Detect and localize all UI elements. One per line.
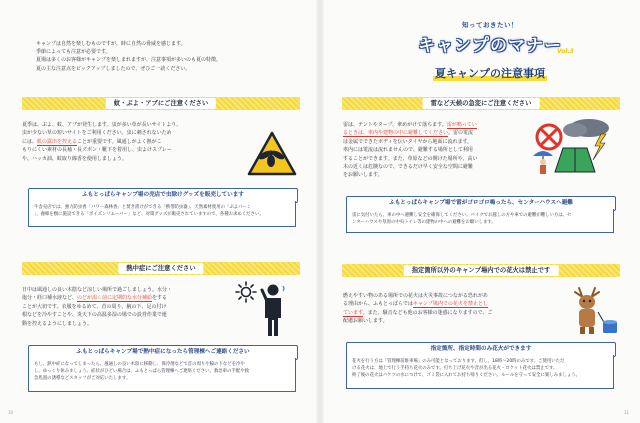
intro-line: 夏の主な注意点をピックアップしましたので、ぜひご一読ください。 [36,65,191,72]
body-line: や、ハッカ油、蚊取り線香を使用しましょう。 [22,155,127,162]
section-heading-heatstroke [22,262,300,275]
body-line: 車内には電流は流れませんので、避難する場所として利用 [343,147,473,154]
info-line: 雷に気付いたら、車の中へ避難し安全を確保してください。バイクでお越しの方や車での避難が難しい方は、セ [352,213,572,218]
body-line: 虫が少ない草の短いサイトをご利用ください。虫に刺されないため [22,130,172,137]
insects-info-body [28,201,296,227]
info-line: もし、熱中症になってしまったら、風通しの良い木陰に移動し、保冷剤などで首の周りや脇の下などを冷や [34,362,245,367]
heatstroke-info-body [28,358,296,392]
highlight-text: るときは、車内や建物の中に避難してください [343,130,449,137]
section-heading-fireworks [342,264,620,277]
info-line: 」、養蜂を樹に施設できる「ポイズンリムーバー」など、対策グッズが販売されていますので、各種お求めください。 [34,212,264,218]
body-line: 夏季は、ぶよ、蚊、アブが発生します。虫が多い草が長いサイトより、 [22,122,182,128]
info-line: ンターハウスや草原の中央トイレ等の建物の中への避難をお願いします。 [352,220,496,226]
fireworks-info-body [346,355,614,389]
section-title: 指定箇所以外のキャンプ場内での花火は禁止です [404,265,559,276]
info-line: ける花火は、地上で行う手持ち花火のみです。打ち上げ花火や音が出る花火・ロケット花火は禁止です。 [352,366,558,372]
section-title: 熱中症にご注意ください [118,263,203,274]
section-heading-lightning [342,97,620,110]
body-line: 燃えやすい物のある場所での花火は火災事故につながる恐れがあ [343,293,488,299]
lightning-info-title: ふもとっぱらキャンプ場で雷がゴロゴロ鳴ったら、センターハウスへ避難 [346,196,616,211]
body-line: をお願いします。 [343,172,383,179]
intro-line: 季節によっても注意が必要です。 [36,49,111,56]
heatstroke-info-title: ふもとっぱらキャンプ場で熱中症になったら管理棟へご連絡ください [28,345,298,360]
lightning-info-body [346,209,614,233]
lightning-storm-illustration [531,116,615,178]
section-heading-insects [22,97,300,110]
highlight-text: 雷が鳴ってい [446,122,477,128]
fireworks-body [343,292,493,326]
heatstroke-person-icon [232,280,296,338]
insects-body [22,121,181,163]
page-number-left: 10 [8,410,14,415]
body-line: る理由から、ふもとっぱらではキャンプ場内での花火を禁止とし [343,301,488,308]
info-line: 終了後の花火はバケツの水につけて、ゴミ袋に入れてお持ち帰りください。ルールを守って安全に楽しみましょう。 [352,373,581,379]
highlight-text: 肌の露出を控える [37,138,78,145]
body-line: には、肌の露出を控えることが重要です。風通しがよく熱がこ [22,138,162,145]
body-line: 木の近くは危険なので、できるだけ早く安全な空間に避難 [343,164,473,171]
insects-info-title: ふもとっぱらキャンプ場の売店で虫除けグッズを販売しています [28,188,298,203]
page-title: キャンプのマナー [418,36,562,56]
intro-line: キャンプは自然を楽しむものですが、時に自然の脅威を感じます。 [36,41,186,47]
info-line: 花火を行う方は「管理棟前駐車場」のみ可能となっております。但し、18時〜20時のみです。ご使用いただ [352,359,565,364]
deer-mascot-illustration [565,284,621,336]
info-line: 急処置の誘導などスタッフがご対応いたします。 [34,376,131,382]
header-kicker: 知っておきたい！ [462,21,518,29]
intro-text [36,40,286,73]
body-line: は金属でできたボディを伝いタイヤから地面に流れます。 [343,138,473,145]
page-gutter [316,0,324,423]
section-title: 雷など天候の急変にご注意ください [423,98,540,109]
article-header [405,20,575,98]
highlight-text: キャンプ場内での花火を禁止とし [412,301,488,308]
body-line: 塩分・経口補水液など、のどが渇く前に定期的な水分補給をする [22,295,168,302]
body-line: もりにくい素材の長袖・長ズボン・靴下を着用し、虫よけスプレー [22,147,172,154]
body-line: ことが大切です。衣服をゆるめて、首の周り、腋の下、足の付け [22,303,167,310]
body-line: 日中は風通しの良い木陰など涼しい場所で過ごしましょう。水分・ [22,287,173,293]
page-subtitle: 夏キャンプの注意事項 [435,67,545,80]
body-line: することができます。また、草原などの開けた場所や、高い [343,155,478,162]
info-line: 牛舎売店では、強力防虫香「バワー森林香」と焚き漬けができる「携帯防虫器」、天然素材使用の「ぷよバーン [34,205,252,210]
lightning-body [343,121,478,180]
intro-line: 夏場は多くのお客様がキャンプを楽しまれますが、注意事項が多いのも夏の特徴。 [36,57,222,64]
body-line: 根などを冷やすことや、炎天下の高温多湿の場での設営作業で運 [22,312,167,319]
heatstroke-body [22,286,172,328]
body-line: 動を控えるようにしましょう。 [22,320,93,327]
subtitle-wrap [435,62,545,81]
info-line: し、ゆっくり休みましょう。症状がひどい場合は、ふもとっぱら管理棟へご連絡ください。救急車の手配や救 [34,369,250,375]
body-line: るときは、車内や建物の中に避難してください。雷の電流 [343,130,474,137]
insect-warning-icon [247,131,297,176]
highlight-text: のどが渇く前に定期的な水分補給 [77,295,153,302]
volume-label: Vol.3 [557,48,574,55]
fireworks-info-title: 指定箇所、指定時間のみ花火ができます [346,342,616,357]
page-number-right: 11 [624,410,630,415]
body-line: 配慮お願いします。 [343,318,388,325]
section-title: 蚊・ぶよ・アブにご注意ください [106,98,216,109]
highlight-text: ています [343,309,363,316]
body-line: ています。また、騒音なども他のお客様の迷惑になりますので、ご [343,309,493,316]
body-line: 雷は、テントやタープ、傘めがけて落ちます。雷が鳴ってい [343,122,477,128]
